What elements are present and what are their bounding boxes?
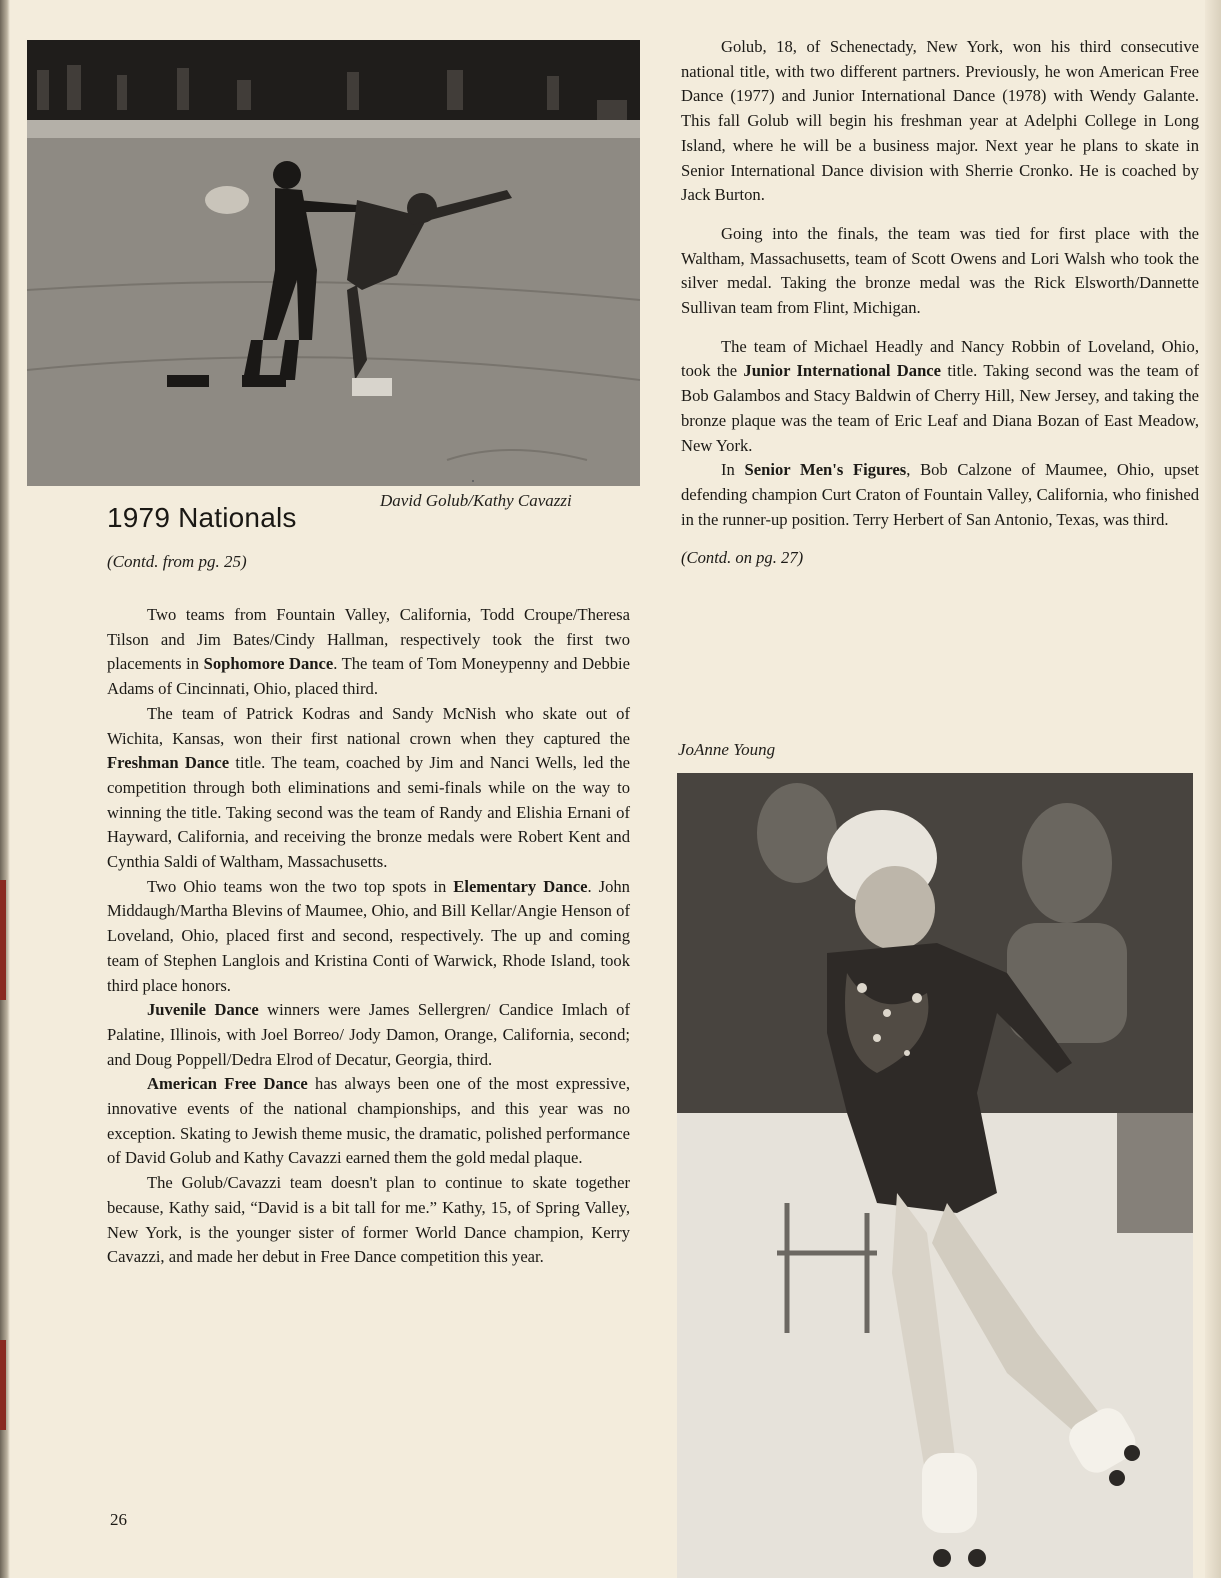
text-run: , Bob Calzone of Maumee, Ohio, upset defending champion Curt Craton of Fountain Valley, California, who finished in the runner-up position. Terry Herbert of San Antonio, Texas, was third. (681, 460, 1199, 529)
event-name: Freshman Dance (107, 753, 230, 773)
text-run: The team of Michael Headly and Nancy Robbin of Loveland, Ohio, took the (681, 336, 1199, 381)
page-number: 26 (110, 1510, 127, 1529)
text-run: . The team of Tom Moneypenny and Debbie Adams of Cincinnati, Ohio, placed third. (107, 654, 631, 699)
page-edge (1205, 0, 1221, 1578)
text-run: Two Ohio teams won the two top spots in (147, 876, 454, 896)
text-run: has always been one of the most expressive, innovative events of the national championships, and this year was no exception. Skating to Jewish theme music, the dramatic, polished performance of David Golub and Kathy Cavazzi earned them the gold medal plaque. (107, 1074, 630, 1168)
text-run: . John Middaugh/Martha Blevins of Maumee, Ohio, and Bill Kellar/Angie Henson of Loveland, Ohio, placed first and second, respectively. The up and coming team of Stephen Langlois and Kristina Conti of Warwick, Rhode Island, took third place honors. (107, 876, 630, 995)
continued-on-note: (Contd. on pg. 27) (681, 548, 804, 568)
binding-mark (0, 880, 6, 1000)
paragraph (681, 458, 1199, 532)
event-name: American Free Dance (147, 1074, 308, 1094)
article-title: 1979 Nationals (107, 502, 297, 533)
photo-credit-top: David Golub/Kathy Cavazzi (380, 491, 572, 510)
event-name: Junior International Dance (743, 361, 942, 381)
paragraph (107, 875, 630, 999)
event-name: Senior Men's Figures (744, 460, 907, 480)
paragraph: The Golub/Cavazzi team doesn't plan to continue to skate together because, Kathy said, “David is a bit tall for me.” Kathy, 15, of Spring Valley, New York, is the younger sister of former World Dance champion, Kerry Cavazzi, and made her debut in Free Dance competition this year. (107, 1173, 630, 1267)
text-run: title. The team, coached by Jim and Nanci Wells, led the competition through both eliminations and semi-finals while on the way to winning the title. Taking second was the team of Randy and Elishia Ernani of Hayward, California, and receiving the bronze medals were Robert Kent and Cynthia Saldi of Waltham, Massachusetts. (107, 753, 630, 872)
paragraph: Golub, 18, of Schenectady, New York, won his third consecutive national title, with two different partners. Previously, he won American Free Dance (1977) and Junior International Dance (1978) with Wendy Galante. This fall Golub will begin his freshman year at Adelphi College in Long Island, where he will be a business major. Next year he plans to skate in Senior International Dance division with Sherrie Cronko. He is coached by Jack Burton. (681, 37, 1199, 205)
paragraph (107, 1072, 630, 1171)
event-name: Sophomore Dance (203, 654, 334, 674)
text-run: Two teams from Fountain Valley, California, Todd Croupe/Theresa Tilson and Jim Bates/Cindy Hallman, respectively took the first two placements in (107, 605, 630, 674)
right-text-column (681, 35, 1199, 571)
binding-mark (0, 1340, 6, 1430)
text-run: In (721, 460, 745, 480)
left-text-column (107, 603, 630, 1270)
continued-from-note: (Contd. from pg. 25) (107, 552, 247, 571)
solo-skater-illustration (677, 773, 1193, 1578)
event-name: Elementary Dance (453, 876, 588, 896)
text-run: The team of Patrick Kodras and Sandy McNish who skate out of Wichita, Kansas, won their first national crown when they captured the (107, 703, 630, 748)
text-run: winners were James Sellergren/ Candice Imlach of Palatine, Illinois, with Joel Borreo/ Jody Damon, Orange, California, second; and Doug Poppell/Dedra Elrod of Decatur, Georgia, third. (107, 1000, 630, 1069)
pair-skating-illustration (27, 40, 640, 486)
solo-skater-photo (677, 773, 1193, 1578)
text-run: title. Taking second was the team of Bob Galambos and Stacy Baldwin of Cherry Hill, New Jersey, and taking the bronze plaque was the team of Eric Leaf and Diana Bozan of East Meadow, New York. (681, 361, 1199, 455)
pair-skating-photo (27, 40, 640, 486)
paragraph (681, 335, 1199, 459)
paragraph (107, 702, 630, 875)
paragraph (107, 603, 630, 702)
paragraph (107, 998, 630, 1072)
event-name: Juvenile Dance (147, 1000, 259, 1020)
paragraph: Going into the finals, the team was tied for first place with the Waltham, Massachusetts, team of Scott Owens and Lori Walsh who took the silver medal. Taking the bronze medal was the Rick Elsworth/Dannette Sullivan team from Flint, Michigan. (681, 223, 1199, 318)
photo-credit-bottom: JoAnne Young (678, 740, 776, 759)
